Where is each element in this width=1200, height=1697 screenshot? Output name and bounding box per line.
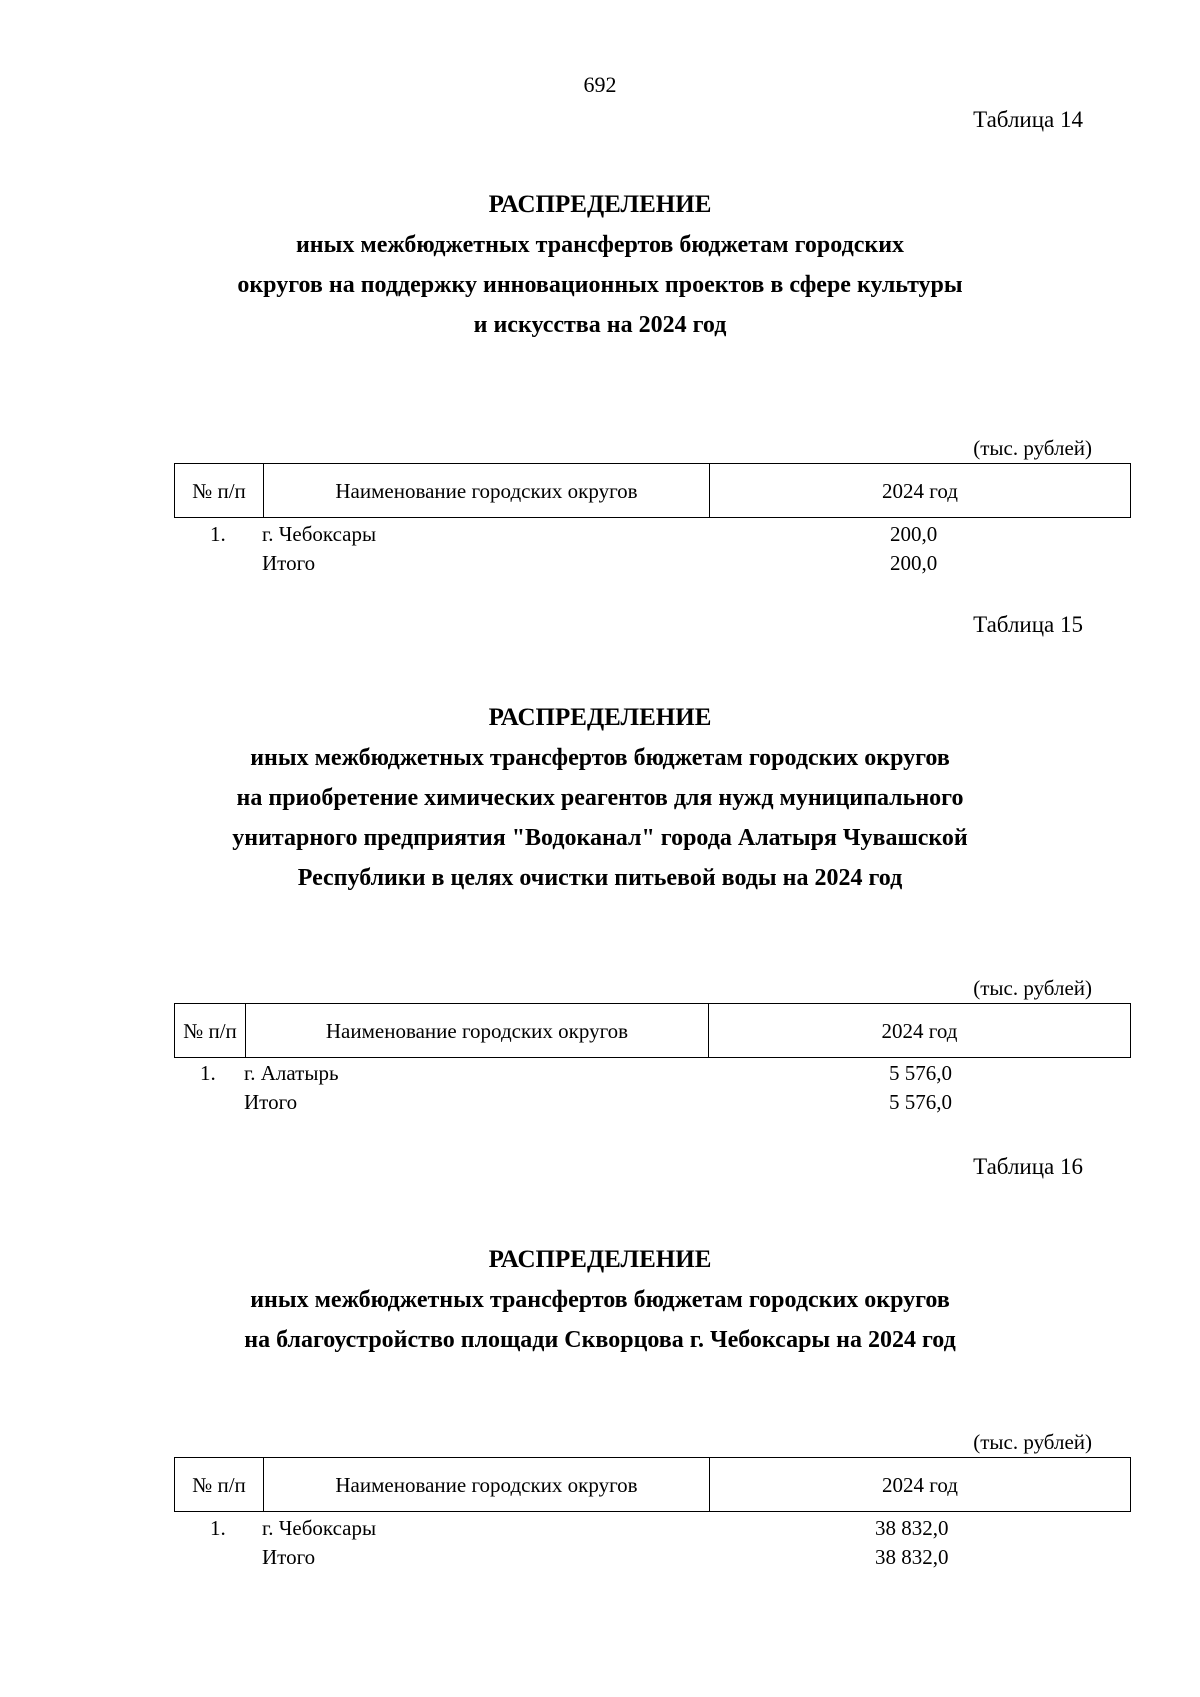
- units-label: (тыс. рублей): [973, 1430, 1092, 1454]
- row-num: 1.: [200, 1061, 216, 1085]
- title-line: РАСПРЕДЕЛЕНИЕ: [488, 191, 712, 218]
- table-row: [174, 1514, 1131, 1543]
- row-value: 5 576,0: [889, 1061, 952, 1085]
- total-value: 38 832,0: [875, 1545, 949, 1569]
- header-num: № п/п: [175, 1004, 246, 1058]
- total-label: Итого: [262, 1545, 316, 1569]
- units-label: (тыс. рублей): [973, 436, 1092, 460]
- table-label: Таблица 15: [973, 612, 1083, 637]
- total-row: [174, 549, 1131, 578]
- header-year: 2024 год: [710, 1458, 1131, 1512]
- total-label: Итого: [244, 1090, 298, 1114]
- title-line: округов на поддержку инновационных проектов в сфере культуры: [237, 272, 963, 298]
- header-year: 2024 год: [709, 1004, 1131, 1058]
- table-title: [150, 698, 1050, 898]
- title-line: РАСПРЕДЕЛЕНИЕ: [488, 704, 712, 731]
- table-body: [174, 1059, 1131, 1117]
- title-line: РАСПРЕДЕЛЕНИЕ: [488, 1246, 712, 1273]
- row-name: г. Чебоксары: [262, 1516, 377, 1540]
- title-line: на приобретение химических реагентов для нужд муниципального: [236, 785, 964, 811]
- total-row: [174, 1543, 1131, 1572]
- total-label: Итого: [262, 551, 316, 575]
- table-label: Таблица 14: [973, 107, 1083, 132]
- table-header: [174, 463, 1131, 518]
- table-header: [174, 1003, 1131, 1058]
- title-line: и искусства на 2024 год: [473, 312, 727, 338]
- header-num: № п/п: [175, 464, 264, 518]
- header-num: № п/п: [175, 1458, 264, 1512]
- table-header: [174, 1457, 1131, 1512]
- total-value: 5 576,0: [889, 1090, 952, 1114]
- header-name: Наименование городских округов: [264, 1458, 710, 1512]
- header-name: Наименование городских округов: [246, 1004, 709, 1058]
- table-row: [174, 1059, 1131, 1088]
- header-year: 2024 год: [710, 464, 1131, 518]
- title-line: иных межбюджетных трансфертов бюджетам городских: [295, 232, 905, 258]
- table-body: [174, 520, 1131, 578]
- units-label: (тыс. рублей): [973, 976, 1092, 1000]
- row-value: 38 832,0: [875, 1516, 949, 1540]
- table-title: [150, 185, 1050, 345]
- table-row: [174, 520, 1131, 549]
- title-line: Республики в целях очистки питьевой воды на 2024 год: [297, 865, 903, 891]
- row-value: 200,0: [890, 522, 938, 546]
- title-line: на благоустройство площади Скворцова г. Чебоксары на 2024 год: [244, 1327, 956, 1353]
- table-body: [174, 1514, 1131, 1572]
- row-name: г. Алатырь: [244, 1061, 339, 1085]
- total-row: [174, 1088, 1131, 1117]
- row-num: 1.: [210, 522, 226, 546]
- title-line: унитарного предприятия "Водоканал" города Алатыря Чувашской: [232, 825, 968, 851]
- row-name: г. Чебоксары: [262, 522, 377, 546]
- page-number: 692: [583, 72, 617, 97]
- total-value: 200,0: [890, 551, 938, 575]
- title-line: иных межбюджетных трансфертов бюджетам городских округов: [250, 1287, 950, 1313]
- title-line: иных межбюджетных трансфертов бюджетам городских округов: [250, 745, 950, 771]
- table-label: Таблица 16: [973, 1154, 1083, 1179]
- header-name: Наименование городских округов: [264, 464, 710, 518]
- row-num: 1.: [210, 1516, 226, 1540]
- table-title: [150, 1240, 1050, 1360]
